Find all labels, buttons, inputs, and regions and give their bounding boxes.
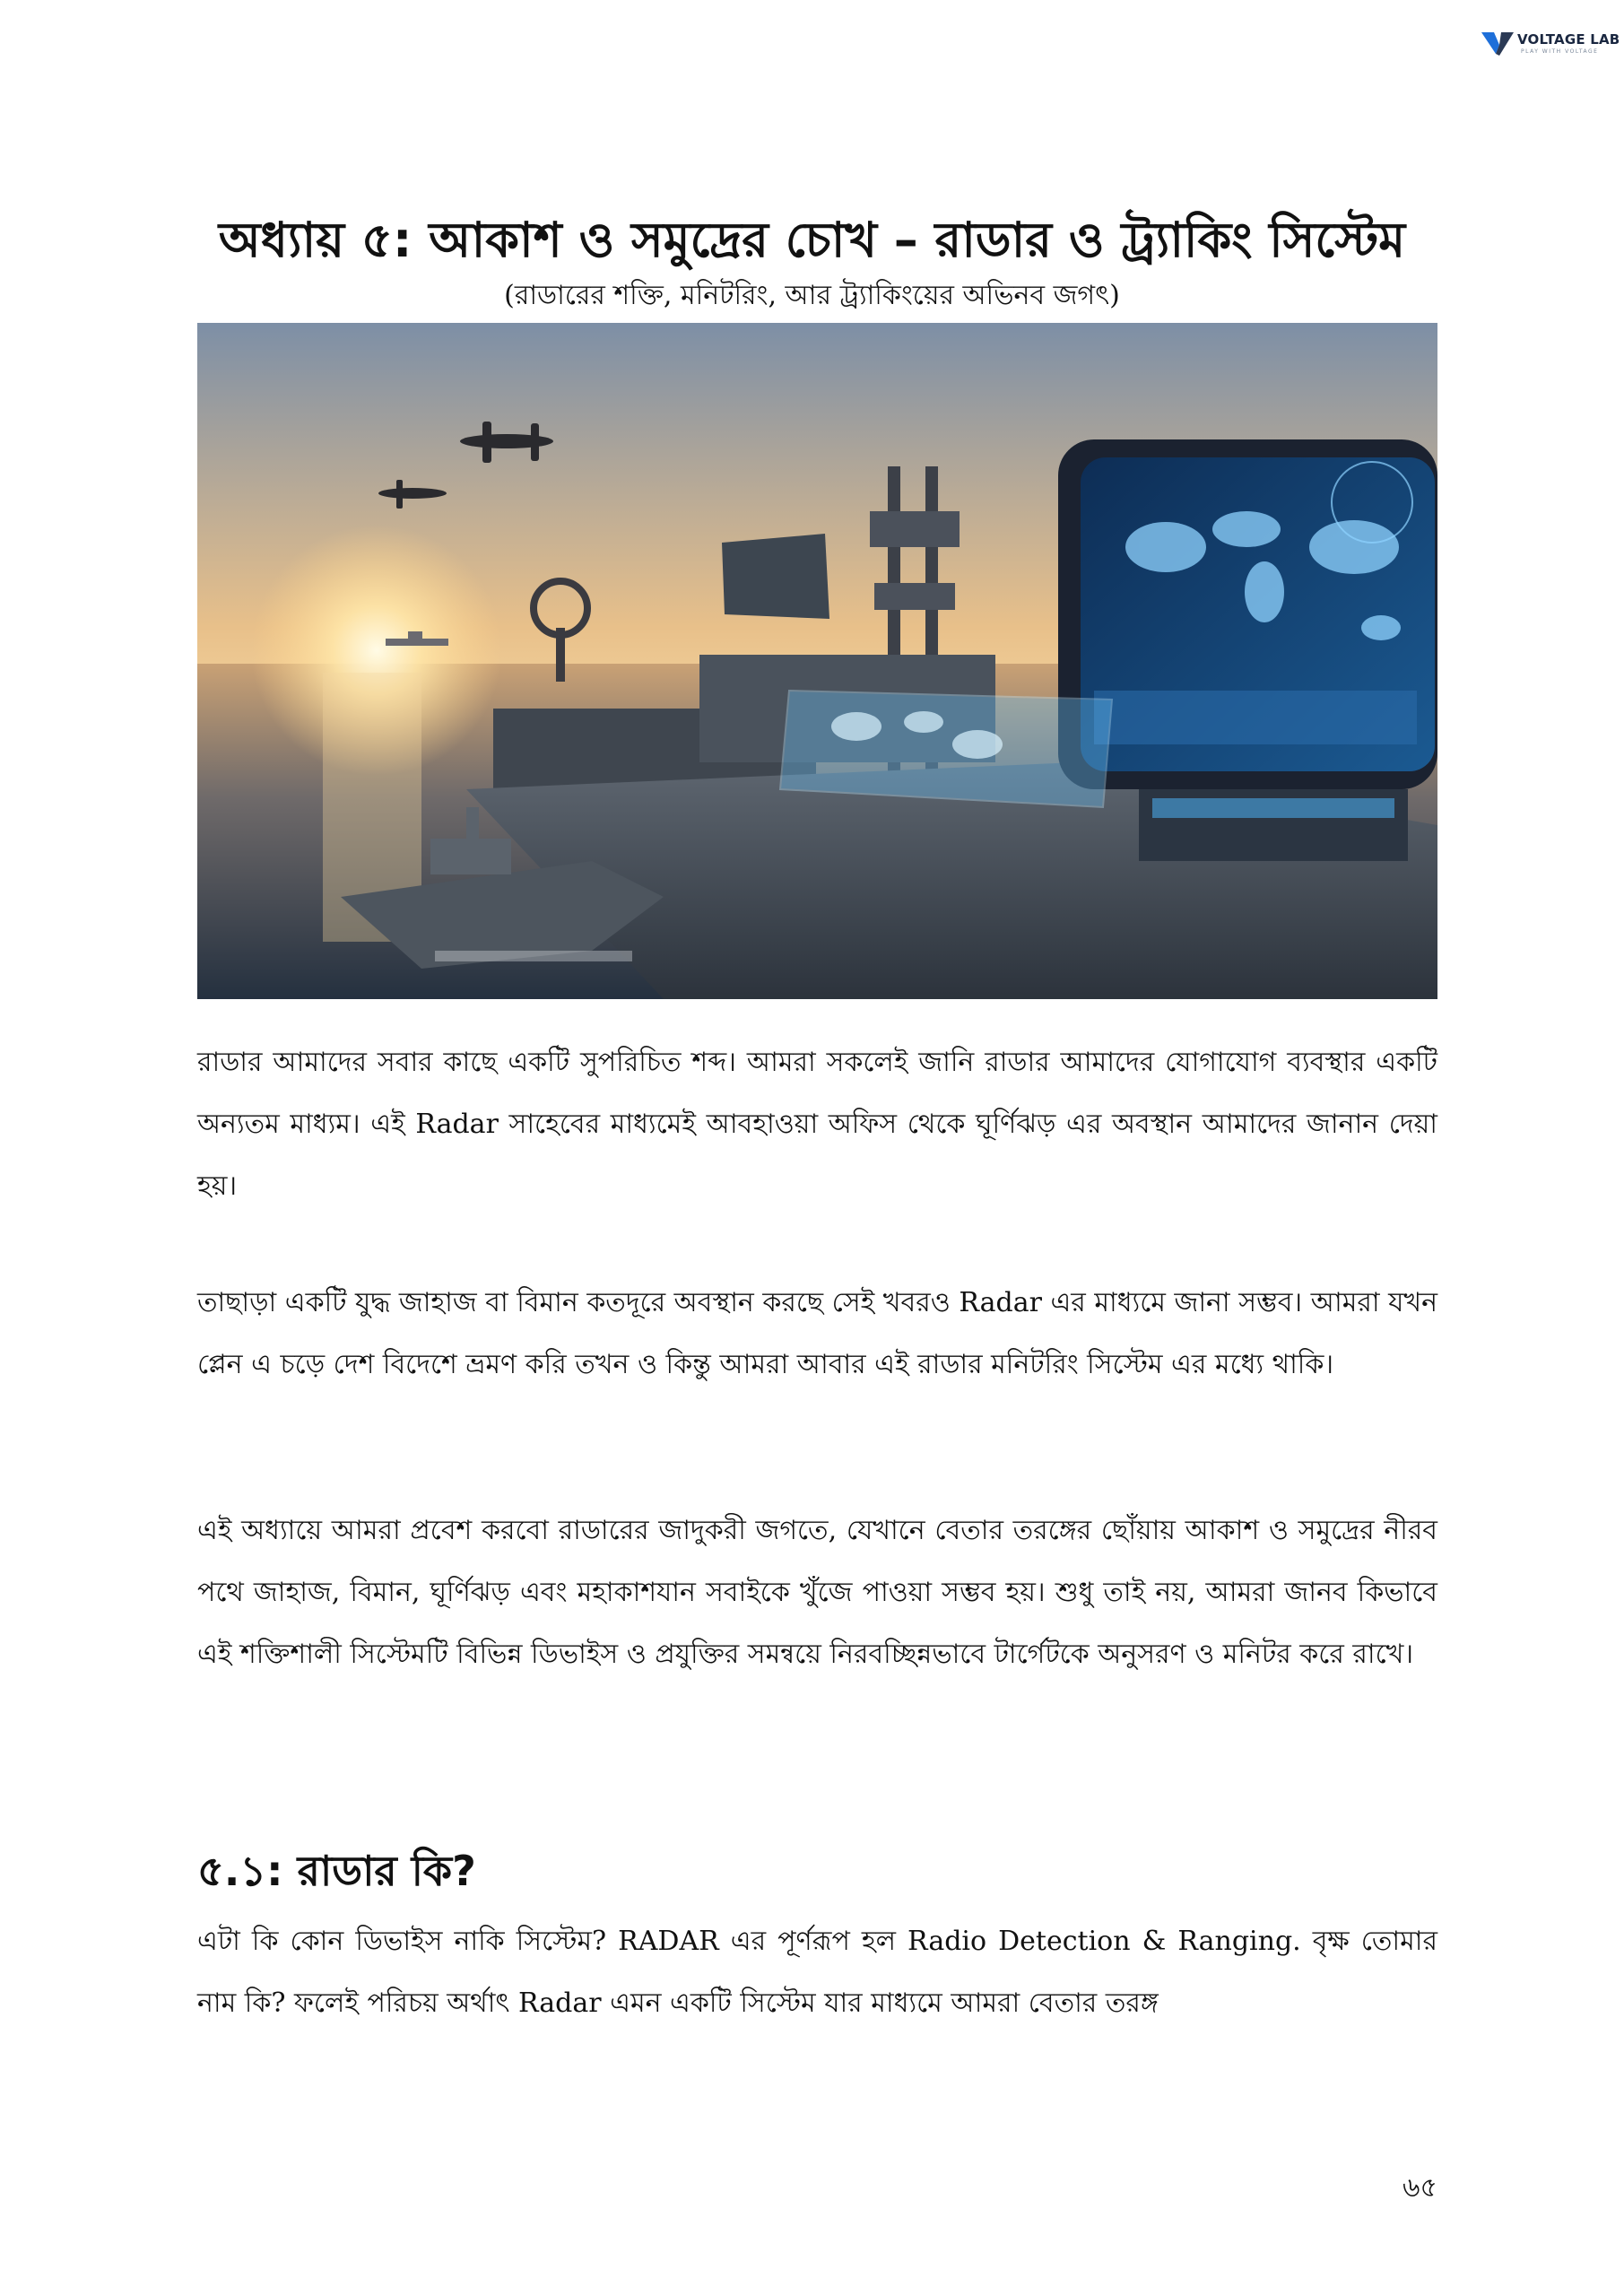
radar-station-scene [197, 323, 1437, 999]
voltage-lab-logo [1480, 27, 1620, 63]
intro-paragraph-2: তাছাড়া একটি যুদ্ধ জাহাজ বা বিমান কতদূরে অবস্থান করছে সেই খবরও Radar এর মাধ্যমে জানা সম্ভব। আমরা যখন প্লেন এ চড়ে দেশ বিদেশে ভ্রমণ করি তখন ও কিন্তু আমরা আবার এই রাডার মনিটরিং সিস্টেম এর মধ্যে থাকি। [197, 1287, 1437, 1380]
hero-illustration [197, 323, 1437, 999]
intro-paragraph-3: এই অধ্যায়ে আমরা প্রবেশ করবো রাডারের জাদুকরী জগতে, যেখানে বেতার তরঙ্গের ছোঁয়ায় আকাশ ও সমুদ্রের নীরব পথে জাহাজ, বিমান, ঘূর্ণিঝড় এবং মহাকাশযান সবাইকে খুঁজে পাওয়া সম্ভব হয়। শুধু তাই নয়, আমরা জানব কিভাবে এই শক্তিশালী সিস্টেমটি বিভিন্ন ডিভাইস ও প্রযুক্তির সমন্বয়ে নিরবচ্ছিন্নভাবে টার্গেটকে অনুসরণ ও মনিটর করে রাখে। [197, 1515, 1437, 1670]
section-paragraph: এটা কি কোন ডিভাইস নাকি সিস্টেম? RADAR এর পূর্ণরূপ হল Radio Detection & Ranging. বৃক্ষ তোমার নাম কি? ফলেই পরিচয় অর্থাৎ Radar এমন একটি সিস্টেম যার মাধ্যমে আমরা বেতার তরঙ্গ [197, 1926, 1437, 2019]
logo-tagline: PLAY WITH VOLTAGE [1521, 48, 1599, 55]
page-number: ৬৫ [1403, 2172, 1437, 2204]
intro-paragraph-1: রাডার আমাদের সবার কাছে একটি সুপরিচিত শব্দ। আমরা সকলেই জানি রাডার আমাদের যোগাযোগ ব্যবস্থার একটি অন্যতম মাধ্যম। এই Radar সাহেবের মাধ্যমেই আবহাওয়া অফিস থেকে ঘূর্ণিঝড় এর অবস্থান আমাদের জানান দেয়া হয়। [197, 1047, 1437, 1202]
logo-name: VOLTAGE LAB [1517, 31, 1620, 48]
voltage-lab-v-icon [1480, 29, 1515, 59]
chapter-subtitle: (রাডারের শক্তি, মনিটরিং, আর ট্র্যাকিংয়ের অভিনব জগৎ) [504, 280, 1120, 311]
chapter-title: অধ্যায় ৫: আকাশ ও সমুদ্রের চোখ – রাডার ও ট্র্যাকিং সিস্টেম [218, 212, 1406, 268]
section-heading: ৫.১: রাডার কি? [197, 1847, 476, 1895]
